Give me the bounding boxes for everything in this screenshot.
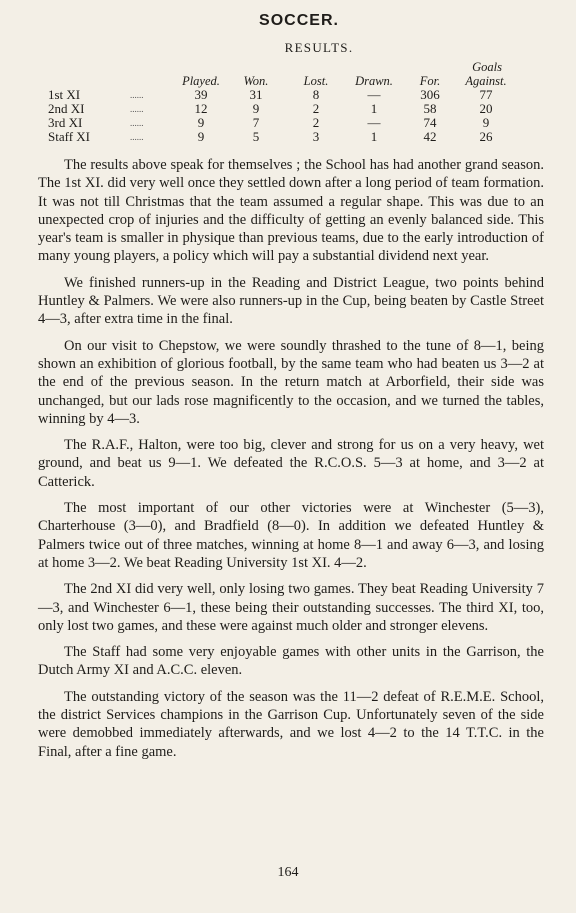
won-value: 31 [249,87,263,102]
played-value: 39 [194,87,208,102]
lost-value: 8 [312,87,320,102]
lost-value: 3 [312,129,320,144]
table-row [48,130,514,144]
lost-value: 2 [312,101,320,116]
page-number: 164 [277,865,299,880]
played-value: 12 [194,101,208,116]
leader-dots: ...... [130,90,144,100]
team-name: 3rd XI [48,115,83,130]
paragraph-season-summary: The results above speak for themselves ; the School has had another grand season. The 1st XI. did very well once they settled down after a long period of team formation. It was not till Christmas that the team assumed a regular shape. This was due to an unexpected crop of injuries and the difficulty of getting an evenly balanced side. This year's team is smaller in physique than previous teams, due to the early introduction of many young players, a policy which will pay a substantial dividend next year. [38,157,544,265]
column-header-lost: Lost. [303,74,329,88]
team-name: 1st XI [48,87,81,102]
drawn-value: 1 [370,129,378,144]
table-row [48,88,514,102]
drawn-value: — [367,115,381,130]
paragraph-league: We finished runners-up in the Reading and District League, two points behind Huntley & Palmers. We were also runners-up in the Cup, being beaten by Castle Street 4—3, after extra time in the final. [38,274,544,328]
goals-for-value: 74 [423,115,437,130]
results-table [48,60,514,144]
played-value: 9 [197,115,205,130]
column-header-played: Played. [182,74,220,88]
leader-dots: ...... [130,132,144,142]
page-title: SOCCER. [259,12,339,29]
team-name: Staff XI [48,129,91,144]
goals-for-value: 306 [420,87,440,102]
won-value: 5 [252,129,260,144]
column-header-won: Won. [243,74,269,88]
won-value: 7 [252,115,260,130]
table-row [48,102,514,116]
paragraph-staff: The Staff had some very enjoyable games with other units in the Garrison, the Dutch Army XI and A.C.C. eleven. [38,644,544,679]
article-body [38,156,544,761]
won-value: 9 [252,101,260,116]
goals-header-row [48,60,514,74]
leader-dots: ...... [130,118,144,128]
paragraph-raf-halton: The R.A.F., Halton, were too big, clever and strong for us on a very heavy, wet ground, and beat us 9—1. We defeated the R.C.O.S. 5—3 at home, and 3—2 at Catterick. [38,437,544,490]
column-header-for: For. [419,74,441,88]
column-header-row [48,74,514,88]
goals-against-value: 20 [479,101,493,116]
goals-for-value: 42 [423,129,437,144]
drawn-value: — [367,87,381,102]
lost-value: 2 [312,115,320,130]
paragraph-reme: The outstanding victory of the season was the 11—2 defeat of R.E.M.E. School, the district Services champions in the Garrison Cup. Unfortunately seven of the side were demobbed immediately afterwards, and we lost 4—2 to the 14 T.T.C. in the Final, after a fine game. [38,688,544,760]
paragraph-victories: The most important of our other victories were at Winchester (5—3), Charterhouse (3—0), and Bradfield (8—0). In addition we defeated Huntley & Palmers twice out of three matches, winning at home 8—1 and away 6—3, and losing at home 3—2. We beat Reading University 1st XI. 4—2. [38,500,544,571]
goals-against-value: 26 [479,129,493,144]
paragraph-second-xi: The 2nd XI did very well, only losing two games. They beat Reading University 7—3, and Winchester 6—1, these being their outstanding successes. The third XI, too, only lost two games, and these were against much older and stronger elevens. [38,581,544,634]
column-header-against: Against. [465,74,507,88]
goals-header: Goals [472,60,502,74]
played-value: 9 [197,129,205,144]
goals-against-value: 77 [479,87,493,102]
leader-dots: ...... [130,104,144,114]
goals-for-value: 58 [423,101,437,116]
table-row [48,116,514,130]
paragraph-chepstow: On our visit to Chepstow, we were soundly thrashed to the tune of 8—1, being shown an exhibition of glorious football, by the same team who had beaten us 3—2 at the end of the previous season. In the return match at Arborfield, their side was unchanged, but our lads rose magnificently to the occasion, and we turned the tables, winning by 4—3. [38,337,544,427]
column-header-drawn: Drawn. [355,74,393,88]
goals-against-value: 9 [482,115,490,130]
drawn-value: 1 [370,101,378,116]
team-name: 2nd XI [48,101,85,116]
results-heading: RESULTS. [284,40,354,55]
